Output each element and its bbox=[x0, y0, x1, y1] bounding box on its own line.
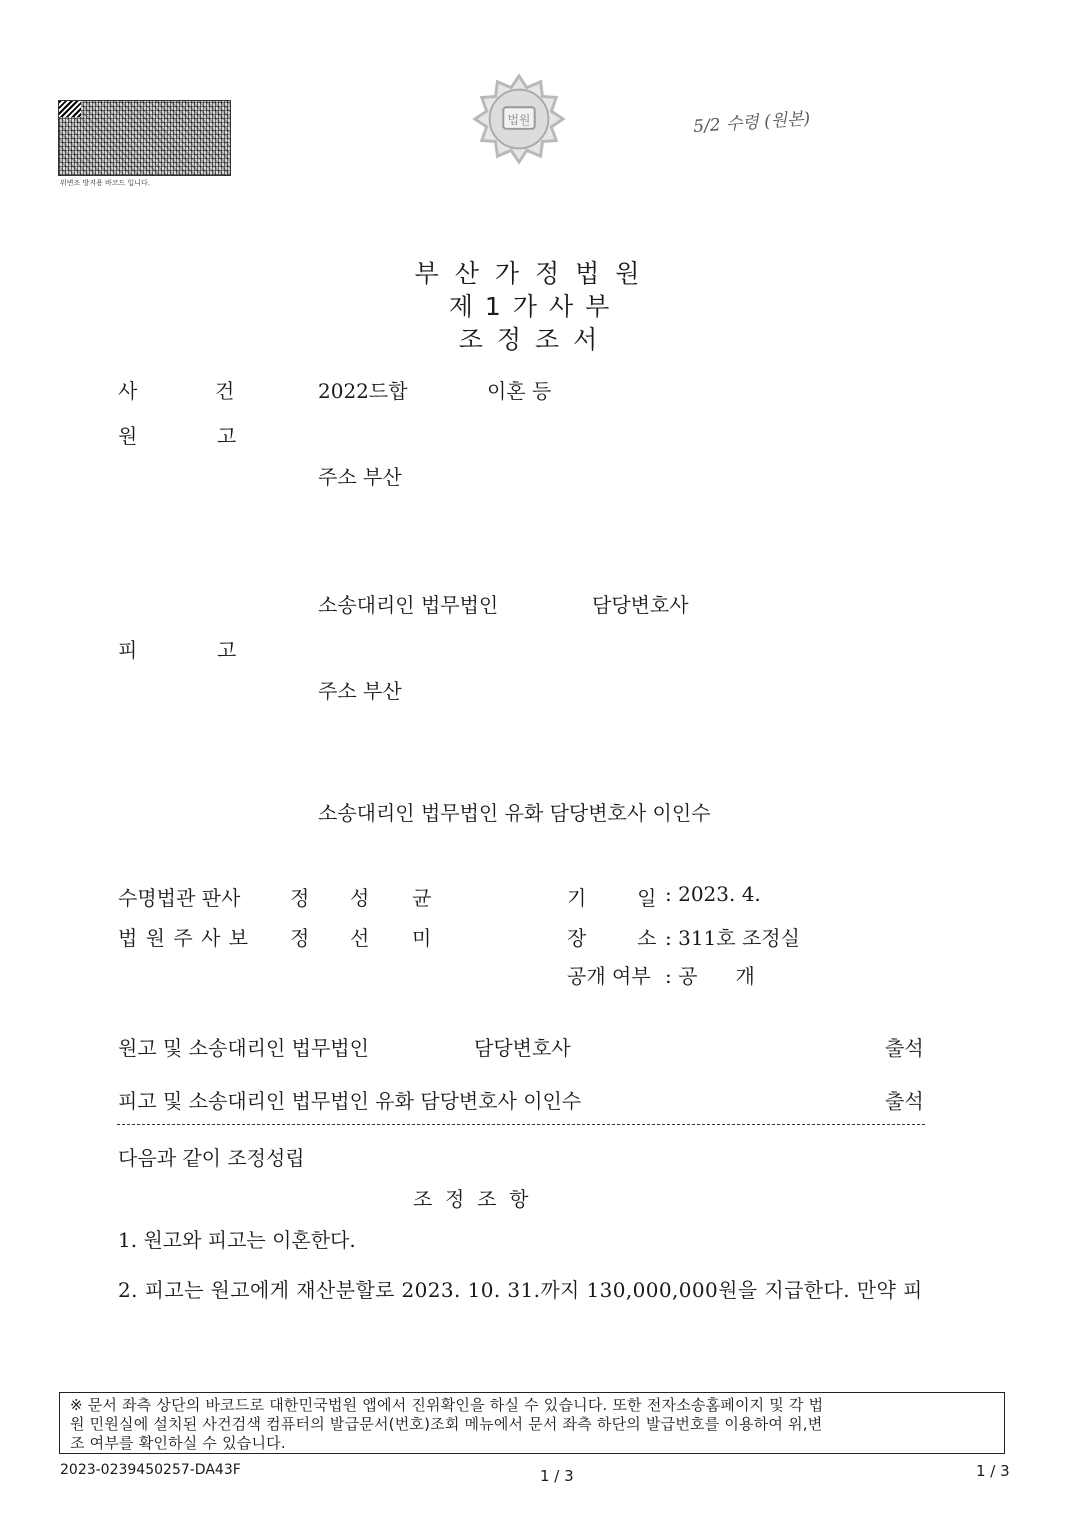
clerk-role: 법 원 주 사 보 bbox=[118, 926, 250, 950]
page-number-right: 1 / 3 bbox=[976, 1462, 1010, 1480]
plaintiff-address: 주소 부산 bbox=[318, 465, 402, 489]
notice-line-3: 조 여부를 확인하실 수 있습니다. bbox=[70, 1434, 286, 1452]
notice-line-2: 원 민원실에 설치된 사건검색 컴퓨터의 발급문서(번호)조회 메뉴에서 문서 좌측 하단의 발급번호를 이용하여 위,변 bbox=[70, 1415, 823, 1433]
case-label-a: 사 bbox=[118, 379, 138, 403]
verification-notice bbox=[59, 1392, 1005, 1454]
session-date-label: 기 일 bbox=[567, 886, 657, 910]
division-name: 제1가사부 bbox=[448, 292, 622, 321]
page-number-center: 1 / 3 bbox=[540, 1467, 574, 1485]
defendant-label-b: 고 bbox=[217, 638, 237, 662]
session-place-value: : 311호 조정실 bbox=[665, 926, 800, 950]
attendance-plaintiff-status: 출석 bbox=[885, 1036, 924, 1060]
attendance-defendant: 피고 및 소송대리인 법무법인 유화 담당변호사 이인수 bbox=[118, 1089, 582, 1113]
session-public-label: 공개 여부 bbox=[567, 964, 651, 988]
judge-name-3: 균 bbox=[412, 886, 432, 910]
judge-role: 수명법관 판사 bbox=[118, 886, 241, 910]
notice-line-1: ※ 문서 좌측 상단의 바코드로 대한민국법원 앱에서 진위확인을 하실 수 있습니다. 또한 전자소송홈페이지 및 각 법 bbox=[70, 1396, 824, 1414]
mediation-item-2: 2. 피고는 원고에게 재산분할로 2023. 10. 31.까지 130,000,000원을 지급한다. 만약 피 bbox=[118, 1278, 923, 1302]
attendance-plaintiff-lawyer: 담당변호사 bbox=[474, 1036, 571, 1060]
session-place-label: 장 소 bbox=[567, 926, 657, 950]
dashed-divider bbox=[117, 1124, 925, 1125]
defendant-counsel: 소송대리인 법무법인 유화 담당변호사 이인수 bbox=[318, 801, 711, 825]
defendant-address: 주소 부산 bbox=[318, 679, 402, 703]
case-number: 2022드합 bbox=[318, 379, 408, 403]
barcode-caption: 위변조 방지용 바코드 입니다. bbox=[60, 179, 151, 187]
plaintiff-lawyer-label: 담당변호사 bbox=[592, 593, 689, 617]
attendance-plaintiff: 원고 및 소송대리인 법무법인 bbox=[118, 1036, 369, 1060]
court-seal-icon bbox=[470, 70, 568, 168]
clerk-name-2: 선 bbox=[350, 926, 370, 950]
clerk-name-3: 미 bbox=[412, 926, 432, 950]
barcode-corner-mark bbox=[59, 101, 81, 117]
seal-text: 법원 bbox=[507, 112, 531, 127]
judge-name-2: 성 bbox=[350, 886, 370, 910]
case-type: 이혼 등 bbox=[487, 379, 552, 403]
session-date-value: : 2023. 4. bbox=[665, 882, 761, 906]
plaintiff-label-a: 원 bbox=[118, 424, 138, 448]
clerk-name-1: 정 bbox=[290, 926, 310, 950]
mediation-intro: 다음과 같이 조정성립 bbox=[118, 1146, 305, 1170]
plaintiff-counsel: 소송대리인 법무법인 bbox=[318, 593, 499, 617]
verification-barcode bbox=[58, 100, 231, 176]
mediation-section-title: 조 정 조 항 bbox=[413, 1187, 529, 1211]
handwritten-note: 5/2 수령 (원본) bbox=[692, 108, 811, 138]
defendant-label-a: 피 bbox=[118, 638, 138, 662]
mediation-item-1: 1. 원고와 피고는 이혼한다. bbox=[118, 1228, 356, 1252]
attendance-defendant-status: 출석 bbox=[885, 1089, 924, 1113]
case-label-b: 건 bbox=[215, 379, 235, 403]
session-public-value: : 공 개 bbox=[665, 964, 755, 988]
plaintiff-label-b: 고 bbox=[217, 424, 237, 448]
issue-number: 2023-0239450257-DA43F bbox=[60, 1462, 241, 1478]
court-name: 부산가정법원 bbox=[414, 259, 656, 288]
document-title: 조정조서 bbox=[458, 325, 612, 354]
judge-name-1: 정 bbox=[290, 886, 310, 910]
